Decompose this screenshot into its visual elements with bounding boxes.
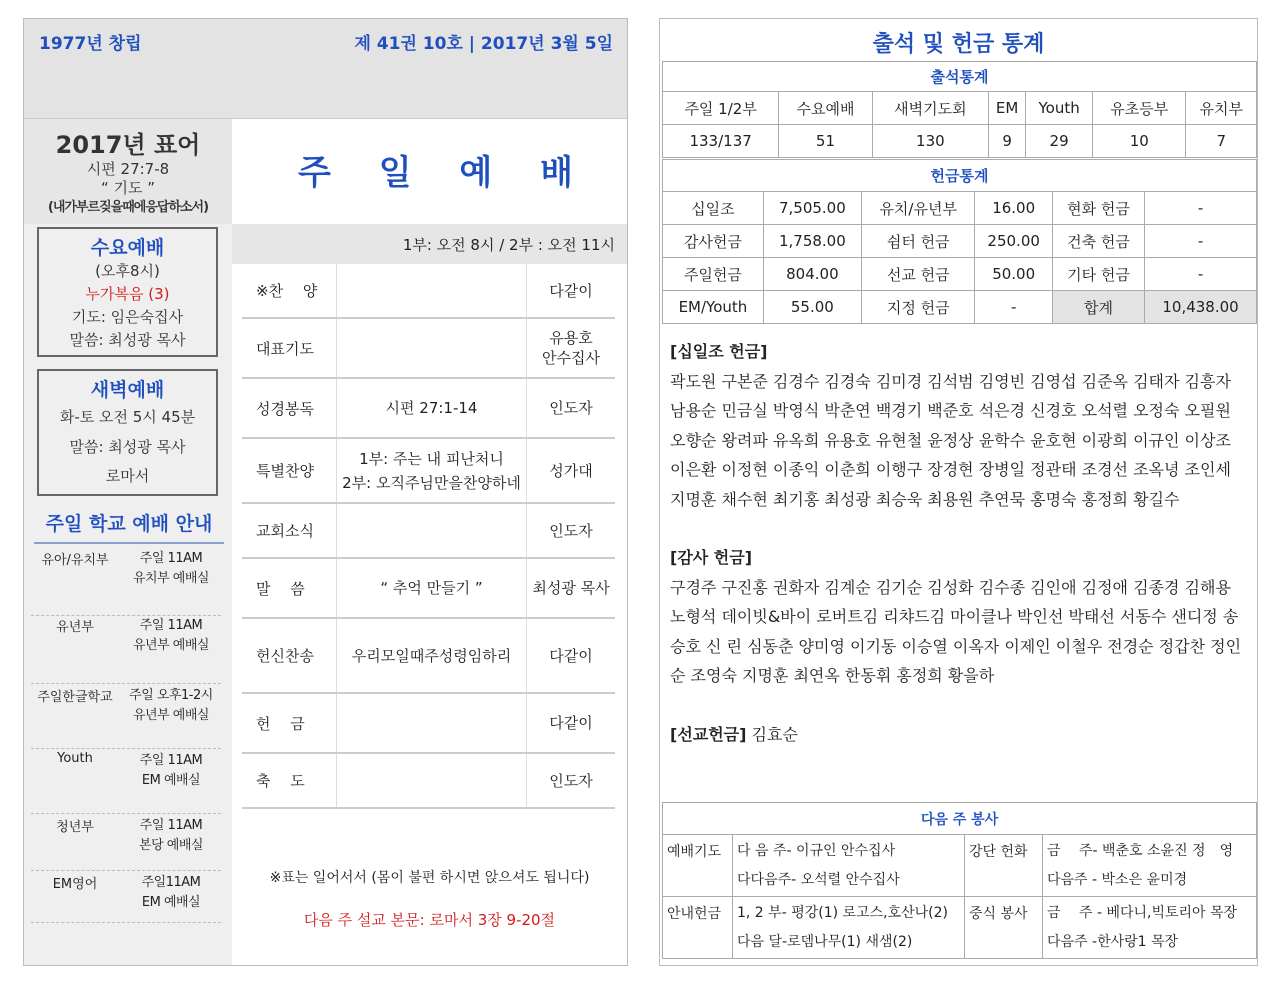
worship-row	[242, 754, 615, 809]
attendance-header: 수요예배	[779, 92, 872, 125]
left-page	[23, 18, 628, 966]
school-schedule	[121, 549, 221, 589]
lunch-label: 중식 봉사	[965, 897, 1043, 959]
offering-table	[662, 159, 1257, 324]
tithe-title: [십일조 헌금]	[670, 342, 768, 361]
worship-content	[337, 504, 527, 557]
mission-title: [선교헌금]	[670, 724, 747, 744]
offering-guide-label: 안내헌금	[663, 897, 733, 959]
offering-amount: -	[1145, 225, 1257, 258]
worship-leader: 인도자	[549, 771, 593, 790]
founded-text: 1977년 창립	[39, 34, 142, 54]
worship-row	[242, 379, 615, 439]
wednesday-time: (오후8시)	[95, 262, 160, 280]
worship-row	[242, 559, 615, 619]
dawn-time: 화-토 오전 5시 45분	[59, 408, 196, 426]
offering-label: 기타 헌금	[1052, 258, 1144, 291]
school-place: 유년부 예배실	[133, 638, 209, 653]
worship-content	[337, 264, 527, 317]
thanks-title: [감사 헌금]	[670, 548, 753, 567]
stats-title: 출석 및 헌금 통계	[872, 32, 1045, 57]
offering-guide-line-2: 다음 달-로뎀나무(1) 새샘(2)	[737, 933, 913, 950]
offering-amount: 7,505.00	[763, 192, 861, 225]
worship-item: 말 씀	[242, 559, 337, 617]
worship-item: 교회소식	[242, 504, 337, 557]
sunday-school-row	[31, 549, 221, 616]
worship-content	[337, 754, 527, 807]
prayer-line-1: 다 음 주- 이규인 안수집사	[737, 842, 896, 859]
attendance-header: 주일 1/2부	[663, 92, 779, 125]
school-place: EM 예배실	[141, 773, 201, 788]
school-time: 주일 11AM	[139, 551, 203, 566]
standing-note: ※표는 일어서서 (몸이 불편 하시면 앉으셔도 됩니다)	[269, 870, 590, 886]
sunday-school-row	[31, 616, 221, 684]
worship-item: 헌 금	[242, 694, 337, 752]
service-title: 주 일 예 배	[298, 153, 591, 193]
offering-amount: -	[1145, 192, 1257, 225]
worship-content: 시편 27:1-14	[337, 379, 527, 437]
next-week-service-table	[662, 802, 1257, 959]
offering-amount: 10,438.00	[1145, 291, 1257, 324]
offering-label: 선교 헌금	[861, 258, 975, 291]
offering-label: 쉼터 헌금	[861, 225, 975, 258]
school-place: 유년부 예배실	[133, 708, 209, 723]
offering-label: 합계	[1052, 291, 1144, 324]
attendance-value: 130	[872, 125, 988, 158]
school-dept: 주일한글학교	[37, 690, 113, 705]
school-time: 주일11AM	[141, 875, 201, 890]
offering-label: 유치/유년부	[861, 192, 975, 225]
offering-label: 감사헌금	[663, 225, 764, 258]
worship-item: 헌신찬송	[242, 619, 337, 692]
worship-row	[242, 694, 615, 754]
school-time: 주일 11AM	[139, 818, 203, 833]
bulletin-header	[24, 19, 627, 119]
next-sermon: 다음 주 설교 본문: 로마서 3장 9-20절	[303, 911, 556, 929]
prayer-line-2: 다다음주- 오석렬 안수집사	[737, 871, 900, 888]
flower-line-2: 다음주 - 박소은 윤미경	[1047, 871, 1188, 888]
worship-row	[242, 439, 615, 504]
attendance-value: 29	[1026, 125, 1093, 158]
wednesday-series: 누가복음 (3)	[85, 285, 170, 303]
offering-amount: 16.00	[975, 192, 1052, 225]
offering-label: 현화 헌금	[1052, 192, 1144, 225]
worship-item: ※찬 양	[242, 264, 337, 317]
tithe-names: 곽도원 구본준 김경수 김경숙 김미경 김석범 김영빈 김영섭 김준옥 김태자 김흥자 남용순 민금실 박영식 박춘연 백경기 백준호 석은경 신경호 오석렬 오정숙 오필원 오향순 왕려파 유옥희 유용호 유현철 윤정상 윤학수 윤호현 이광희 이규인 이상조 이은환 이정현 이종익 이춘희 이행구 장경현 장병일 정관태 조경선 조옥녕 조인세 지명훈 채수현 최기홍 최성광 최승욱 최용원 추연묵 홍명숙 홍정희 황길수	[670, 371, 1231, 509]
right-page	[659, 18, 1258, 966]
school-place: EM 예배실	[141, 895, 201, 910]
sunday-service	[232, 119, 627, 965]
thanks-names: 구경주 구진홍 권화자 김계순 김기순 김성화 김수종 김인애 김정애 김종경 김해용 노형석 데이빗&바이 로버트김 리챠드김 마이클나 박인선 박태선 서동수 샌디정 송승호 신 린 심동춘 양미영 이기동 이승열 이옥자 이제인 이철우 전경순 정갑찬 정인순 조영숙 지명훈 최연옥 한동휘 홍정희 황을하	[670, 577, 1242, 685]
motto-verse: 시편 27:7-8	[86, 160, 170, 178]
issue-date: 제 41권 10호 | 2017년 3월 5일	[354, 34, 613, 54]
motto-sub: (내가부르짖을때에응답하소서)	[47, 200, 209, 215]
offering-label: EM/Youth	[663, 291, 764, 324]
school-dept: EM영어	[52, 877, 98, 892]
wednesday-service-box	[37, 227, 218, 357]
offering-label: 지정 헌금	[861, 291, 975, 324]
motto-year: 2017년 표어	[55, 131, 201, 159]
school-dept: Youth	[57, 751, 93, 766]
sunday-school-title: 주일 학교 예배 안내	[34, 509, 224, 544]
next-week-title: 다음 주 봉사	[663, 803, 1257, 835]
school-time: 주일 11AM	[139, 618, 203, 633]
left-sidebar	[24, 119, 232, 965]
lunch-cell	[1043, 897, 1257, 959]
offering-guide-line-1: 1, 2 부- 평강(1) 로고스,호산나(2)	[737, 904, 948, 921]
worship-leader: 다같이	[549, 281, 593, 300]
lunch-line-1: 금 주 - 베다니,빅토리아 목장	[1047, 904, 1238, 921]
service-title-area	[232, 119, 627, 224]
offering-label: 주일헌금	[663, 258, 764, 291]
attendance-title: 출석통계	[663, 62, 1257, 92]
worship-content: “ 추억 만들기 ”	[337, 559, 527, 617]
sunday-school-row	[31, 751, 221, 814]
school-schedule	[121, 873, 221, 913]
mission-names: 김효순	[751, 724, 798, 744]
sunday-school-row	[31, 873, 221, 923]
worship-content	[337, 319, 527, 377]
dawn-book: 로마서	[105, 467, 150, 485]
service-times: 1부: 오전 8시 / 2부 : 오전 11시	[232, 224, 627, 264]
offering-label: 건축 헌금	[1052, 225, 1144, 258]
school-place: 유치부 예배실	[133, 571, 209, 586]
flower-cell	[1043, 835, 1257, 897]
offering-amount: -	[975, 291, 1052, 324]
dawn-service-box	[37, 369, 218, 496]
worship-row	[242, 264, 615, 319]
wednesday-prayer: 기도: 임은숙집사	[71, 308, 184, 326]
school-place: 본당 예배실	[139, 838, 203, 853]
worship-leader: 다같이	[549, 646, 593, 665]
worship-leader: 다같이	[549, 714, 593, 732]
worship-item: 축 도	[242, 754, 337, 807]
school-schedule	[121, 616, 221, 656]
offering-amount: 50.00	[975, 258, 1052, 291]
dawn-title: 새벽예배	[90, 379, 165, 401]
school-schedule	[121, 816, 221, 856]
offering-title: 헌금통계	[663, 160, 1257, 192]
attendance-header: 유치부	[1186, 92, 1257, 125]
worship-leader: 인도자	[549, 521, 593, 540]
wednesday-sermon: 말씀: 최성광 목사	[69, 331, 186, 349]
attendance-value: 51	[779, 125, 872, 158]
worship-leader: 최성광 목사	[532, 579, 610, 597]
worship-content: 우리모일때주성령임하리	[337, 619, 527, 692]
worship-item: 특별찬양	[242, 439, 337, 502]
prayer-label: 예배기도	[663, 835, 733, 897]
prayer-cell	[733, 835, 965, 897]
worship-row	[242, 319, 615, 379]
worship-leader: 인도자	[549, 399, 593, 417]
attendance-header: 유초등부	[1093, 92, 1186, 125]
offering-guide-cell	[733, 897, 965, 959]
worship-item: 성경봉독	[242, 379, 337, 437]
attendance-header: 새벽기도회	[872, 92, 988, 125]
attendance-value: 9	[989, 125, 1026, 158]
dawn-sermon: 말씀: 최성광 목사	[69, 438, 186, 456]
wednesday-title: 수요예배	[90, 237, 165, 259]
offering-amount: 250.00	[975, 225, 1052, 258]
worship-content: 1부: 주는 내 피난처니 2부: 오직주님만을찬양하네	[337, 439, 527, 502]
school-time: 주일 오후1-2시	[129, 688, 213, 703]
lunch-line-2: 다음주 -한사랑1 목장	[1047, 933, 1179, 950]
flower-line-1: 금 주- 백춘호 소윤진 정 영	[1047, 842, 1234, 859]
school-dept: 유년부	[56, 620, 94, 635]
school-schedule	[121, 751, 221, 791]
offering-label: 십일조	[663, 192, 764, 225]
worship-content	[337, 694, 527, 752]
flower-label: 강단 헌화	[965, 835, 1043, 897]
attendance-table	[662, 61, 1257, 158]
offering-amount: 804.00	[763, 258, 861, 291]
worship-row	[242, 619, 615, 694]
school-time: 주일 11AM	[139, 753, 203, 768]
worship-row	[242, 504, 615, 559]
attendance-value: 10	[1093, 125, 1186, 158]
worship-item: 대표기도	[242, 319, 337, 377]
attendance-value: 7	[1186, 125, 1257, 158]
sunday-school-row	[31, 816, 221, 871]
attendance-value: 133/137	[663, 125, 779, 158]
attendance-header: EM	[989, 92, 1026, 125]
offering-amount: 1,758.00	[763, 225, 861, 258]
school-dept: 청년부	[56, 820, 94, 835]
donor-lists	[670, 337, 1250, 749]
year-motto	[24, 119, 232, 224]
offering-amount: 55.00	[763, 291, 861, 324]
sunday-school-row	[31, 686, 221, 749]
school-schedule	[121, 686, 221, 726]
worship-leader: 성가대	[549, 461, 593, 480]
school-dept: 유아/유치부	[41, 553, 109, 568]
worship-leader: 유용호 안수집사	[542, 329, 600, 367]
attendance-header: Youth	[1026, 92, 1093, 125]
motto-word: “ 기도 ”	[100, 179, 156, 197]
offering-amount: -	[1145, 258, 1257, 291]
